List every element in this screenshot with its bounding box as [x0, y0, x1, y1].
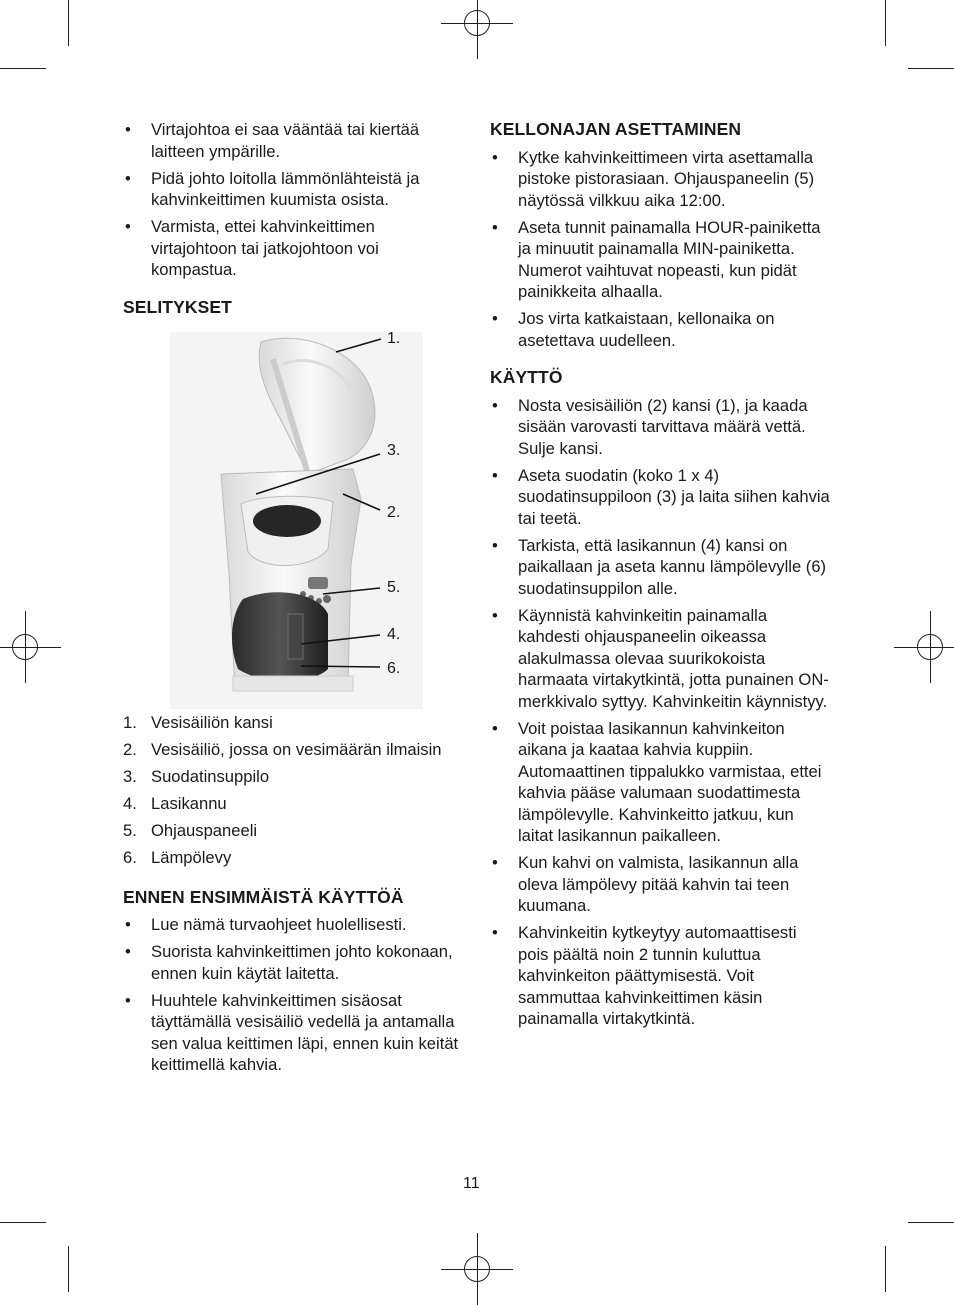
figure-label-6: 6. [387, 660, 401, 677]
list-item: 5. Ohjauspaneeli [123, 821, 258, 840]
list-item: 2. Vesisäiliö, jossa on vesimäärän ilmaisin [123, 740, 442, 759]
figure-label-1: 1. [387, 330, 401, 347]
list-item: • Varmista, ettei kahvinkeittimen virtajohtoon tai jatkojohtoon voi kompastua. [123, 216, 463, 281]
clock-list [490, 147, 830, 352]
section-heading-kellonaika: KELLONAJAN ASETTAMINEN [490, 119, 742, 139]
list-item: 4. Lasikannu [123, 794, 227, 813]
registration-mark [464, 1256, 490, 1282]
section-heading-kaytto: KÄYTTÖ [490, 367, 563, 387]
list-item: • Voit poistaa lasikannun kahvinkeiton aikana ja kaataa kahvia kuppiin. Automaattinen tippalukko varmistaa, ettei kahvia pääse valumaan suodattimesta lämpölevylle. Kahvinkeitto jatkuu, kun laitat lasikannun paikalleen. [490, 718, 830, 847]
list-item: • Nosta vesisäiliön (2) kansi (1), ja kaada sisään varovasti tarvittava määrä vettä. Sulje kansi. [490, 395, 830, 460]
list-item: • Jos virta katkaistaan, kellonaika on asetettava uudelleen. [490, 308, 830, 351]
list-item: • Pidä johto loitolla lämmönlähteistä ja kahvinkeittimen kuumista osista. [123, 168, 463, 211]
crop-mark [885, 0, 886, 46]
figure-label-5: 5. [387, 579, 401, 596]
list-item: • Lue nämä turvaohjeet huolellisesti. [123, 914, 463, 936]
before-use-list [123, 914, 463, 1076]
registration-mark [12, 634, 38, 660]
figure-label-4: 4. [387, 626, 401, 643]
safety-list [123, 119, 463, 281]
list-item: • Virtajohtoa ei saa vääntää tai kiertää laitteen ympärille. [123, 119, 463, 162]
list-item: • Tarkista, että lasikannun (4) kansi on paikallaan ja aseta kannu lämpölevylle (6) suodatinsuppilon alle. [490, 535, 830, 600]
registration-mark [464, 10, 490, 36]
list-item: • Huuhtele kahvinkeittimen sisäosat täyttämällä vesisäiliö vedellä ja antamalla sen valua keittimen läpi, ennen kuin keität keittimellä kahvia. [123, 990, 463, 1076]
page-number: 11 [463, 1175, 480, 1192]
section-heading-ennen: ENNEN ENSIMMÄISTÄ KÄYTTÖÄ [123, 886, 404, 907]
figure-label-2: 2. [387, 504, 401, 521]
list-item: • Kahvinkeitin kytkeytyy automaattisesti pois päältä noin 2 tunnin kuluttua kahvinkeiton päättymisestä. Voit sammuttaa kahvinkeittimen käsin painamalla virtakytkintä. [490, 922, 830, 1030]
coffee-maker-illustration [123, 324, 423, 709]
crop-mark [0, 68, 46, 69]
list-item: • Kytke kahvinkeittimeen virta asettamalla pistoke pistorasiaan. Ohjauspaneelin (5) näytössä vilkkuu aika 12:00. [490, 147, 830, 212]
crop-mark [68, 1246, 69, 1292]
list-item: • Käynnistä kahvinkeitin painamalla kahdesti ohjauspaneelin oikeassa alakulmassa olevaa suurikokoista harmaata virtakytkintä, jotta punainen ON-merkkivalo syttyy. Kahvinkeitin käynnistyy. [490, 605, 830, 713]
crop-mark [0, 1222, 46, 1223]
right-column [490, 119, 830, 1035]
crop-mark [885, 1246, 886, 1292]
list-item: • Suorista kahvinkeittimen johto kokonaan, ennen kuin käytät laitetta. [123, 941, 463, 984]
registration-mark [917, 634, 943, 660]
list-item: • Aseta suodatin (koko 1 x 4) suodatinsuppiloon (3) ja laita siihen kahvia tai teetä. [490, 465, 830, 530]
usage-list [490, 395, 830, 1030]
crop-mark [908, 1222, 954, 1223]
list-item: 6. Lämpölevy [123, 848, 232, 867]
parts-list [123, 712, 463, 869]
figure-label-3: 3. [387, 442, 401, 459]
coffee-maker-image [123, 324, 423, 709]
crop-mark [908, 68, 954, 69]
section-heading-selitykset: SELITYKSET [123, 296, 232, 317]
crop-mark [68, 0, 69, 46]
left-column [123, 119, 463, 1081]
list-item: • Aseta tunnit painamalla HOUR-painiketta ja minuutit painamalla MIN-painiketta. Numerot vaihtuvat nopeasti, kun pidät painikkeita alhaalla. [490, 217, 830, 303]
list-item: • Kun kahvi on valmista, lasikannun alla oleva lämpölevy pitää kahvin tai teen kuumana. [490, 852, 830, 917]
list-item: 1. Vesisäiliön kansi [123, 713, 273, 732]
list-item: 3. Suodatinsuppilo [123, 767, 270, 786]
